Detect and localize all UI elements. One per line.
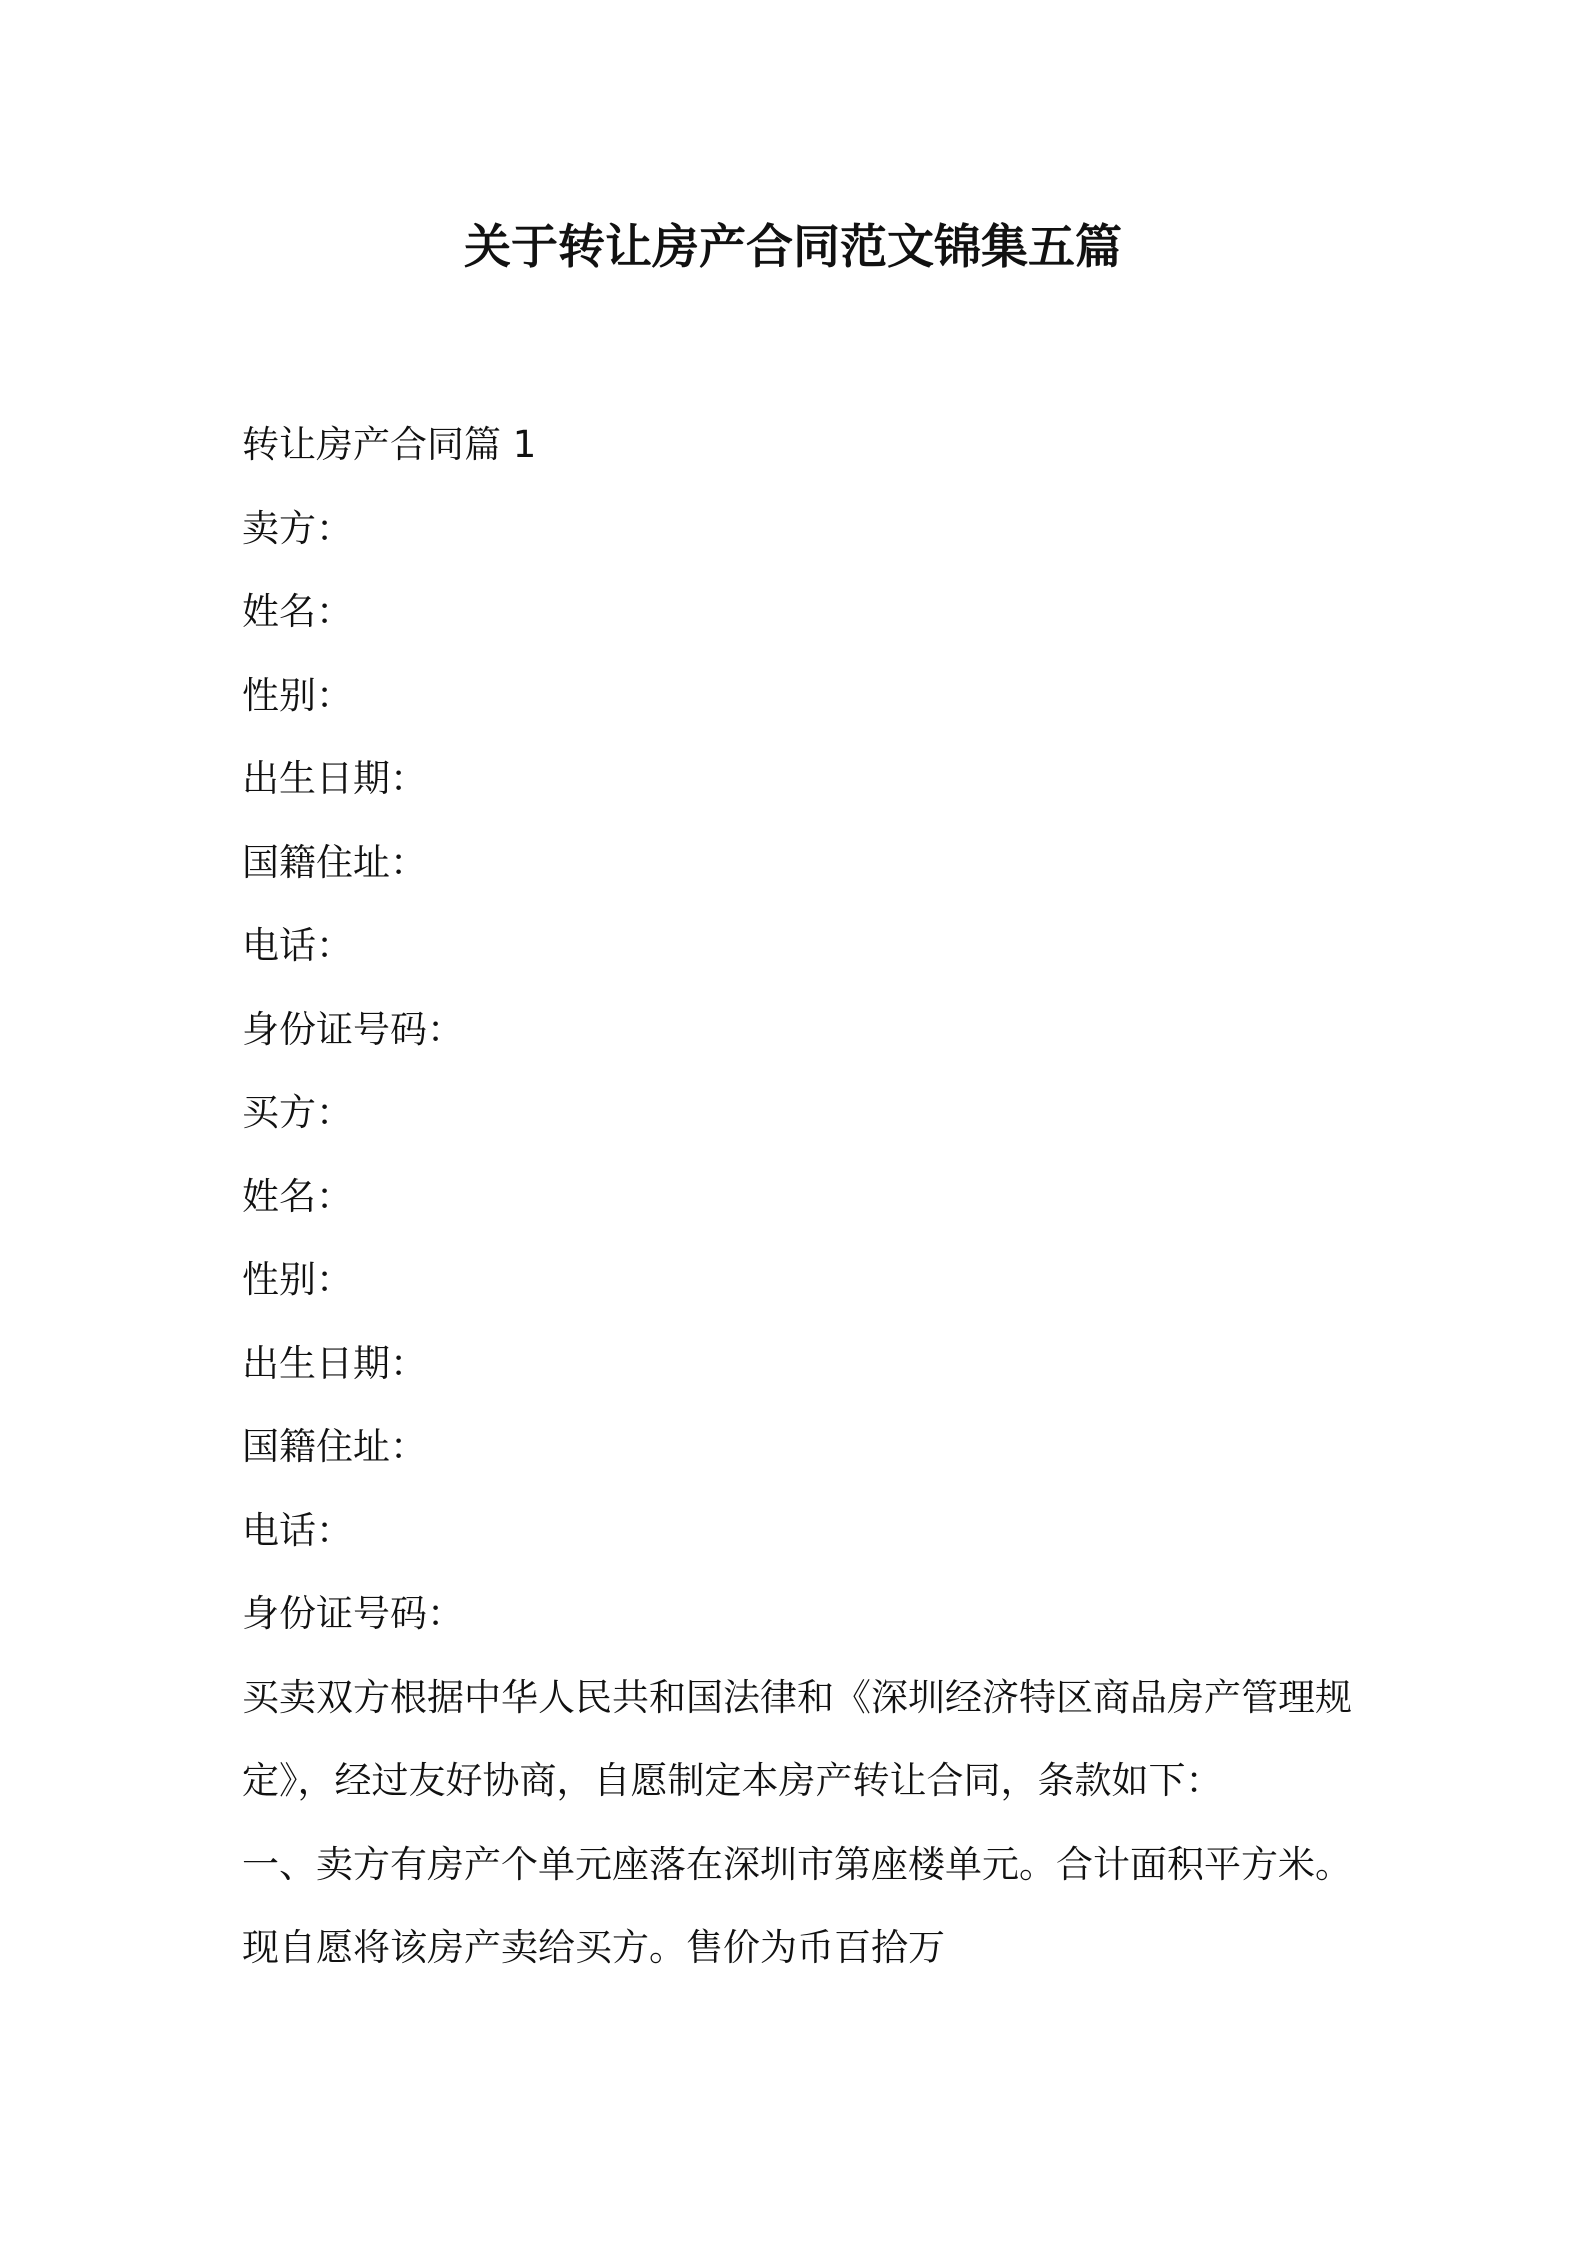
- buyer-gender-field: 性别：: [242, 1258, 353, 1301]
- preamble-line-1: 买卖双方根据中华人民共和国法律和《深圳经济特区商品房产管理规: [242, 1675, 1352, 1719]
- buyer-name-field: 姓名：: [242, 1174, 353, 1218]
- seller-nationality-address-field: 国籍住址：: [242, 840, 427, 884]
- seller-gender-field: 性别：: [242, 673, 353, 717]
- document-title: 关于转让房产合同范文锦集五篇: [464, 220, 1122, 275]
- buyer-phone-field: 电话：: [242, 1508, 353, 1552]
- buyer-id-number-field: 身份证号码：: [242, 1592, 464, 1635]
- clause-1-line-1: 一、卖方有房产个单元座落在深圳市第座楼单元。合计面积平方米。: [242, 1842, 1352, 1886]
- document-body: [242, 403, 1362, 1990]
- clause-1-line-2: 现自愿将该房产卖给买方。售价为币百拾万: [242, 1926, 945, 1969]
- preamble-line-2: 定》，经过友好协商，自愿制定本房产转让合同，条款如下：: [242, 1759, 1223, 1802]
- seller-phone-field: 电话：: [242, 924, 353, 967]
- section-heading: 转让房产合同篇 1: [242, 423, 537, 466]
- seller-id-number-field: 身份证号码：: [242, 1007, 464, 1051]
- seller-birthdate-field: 出生日期：: [242, 757, 427, 800]
- buyer-nationality-address-field: 国籍住址：: [242, 1425, 427, 1468]
- buyer-birthdate-field: 出生日期：: [242, 1341, 427, 1385]
- buyer-label: 买方：: [242, 1091, 353, 1134]
- seller-name-field: 姓名：: [242, 590, 353, 633]
- seller-label: 卖方：: [242, 506, 353, 550]
